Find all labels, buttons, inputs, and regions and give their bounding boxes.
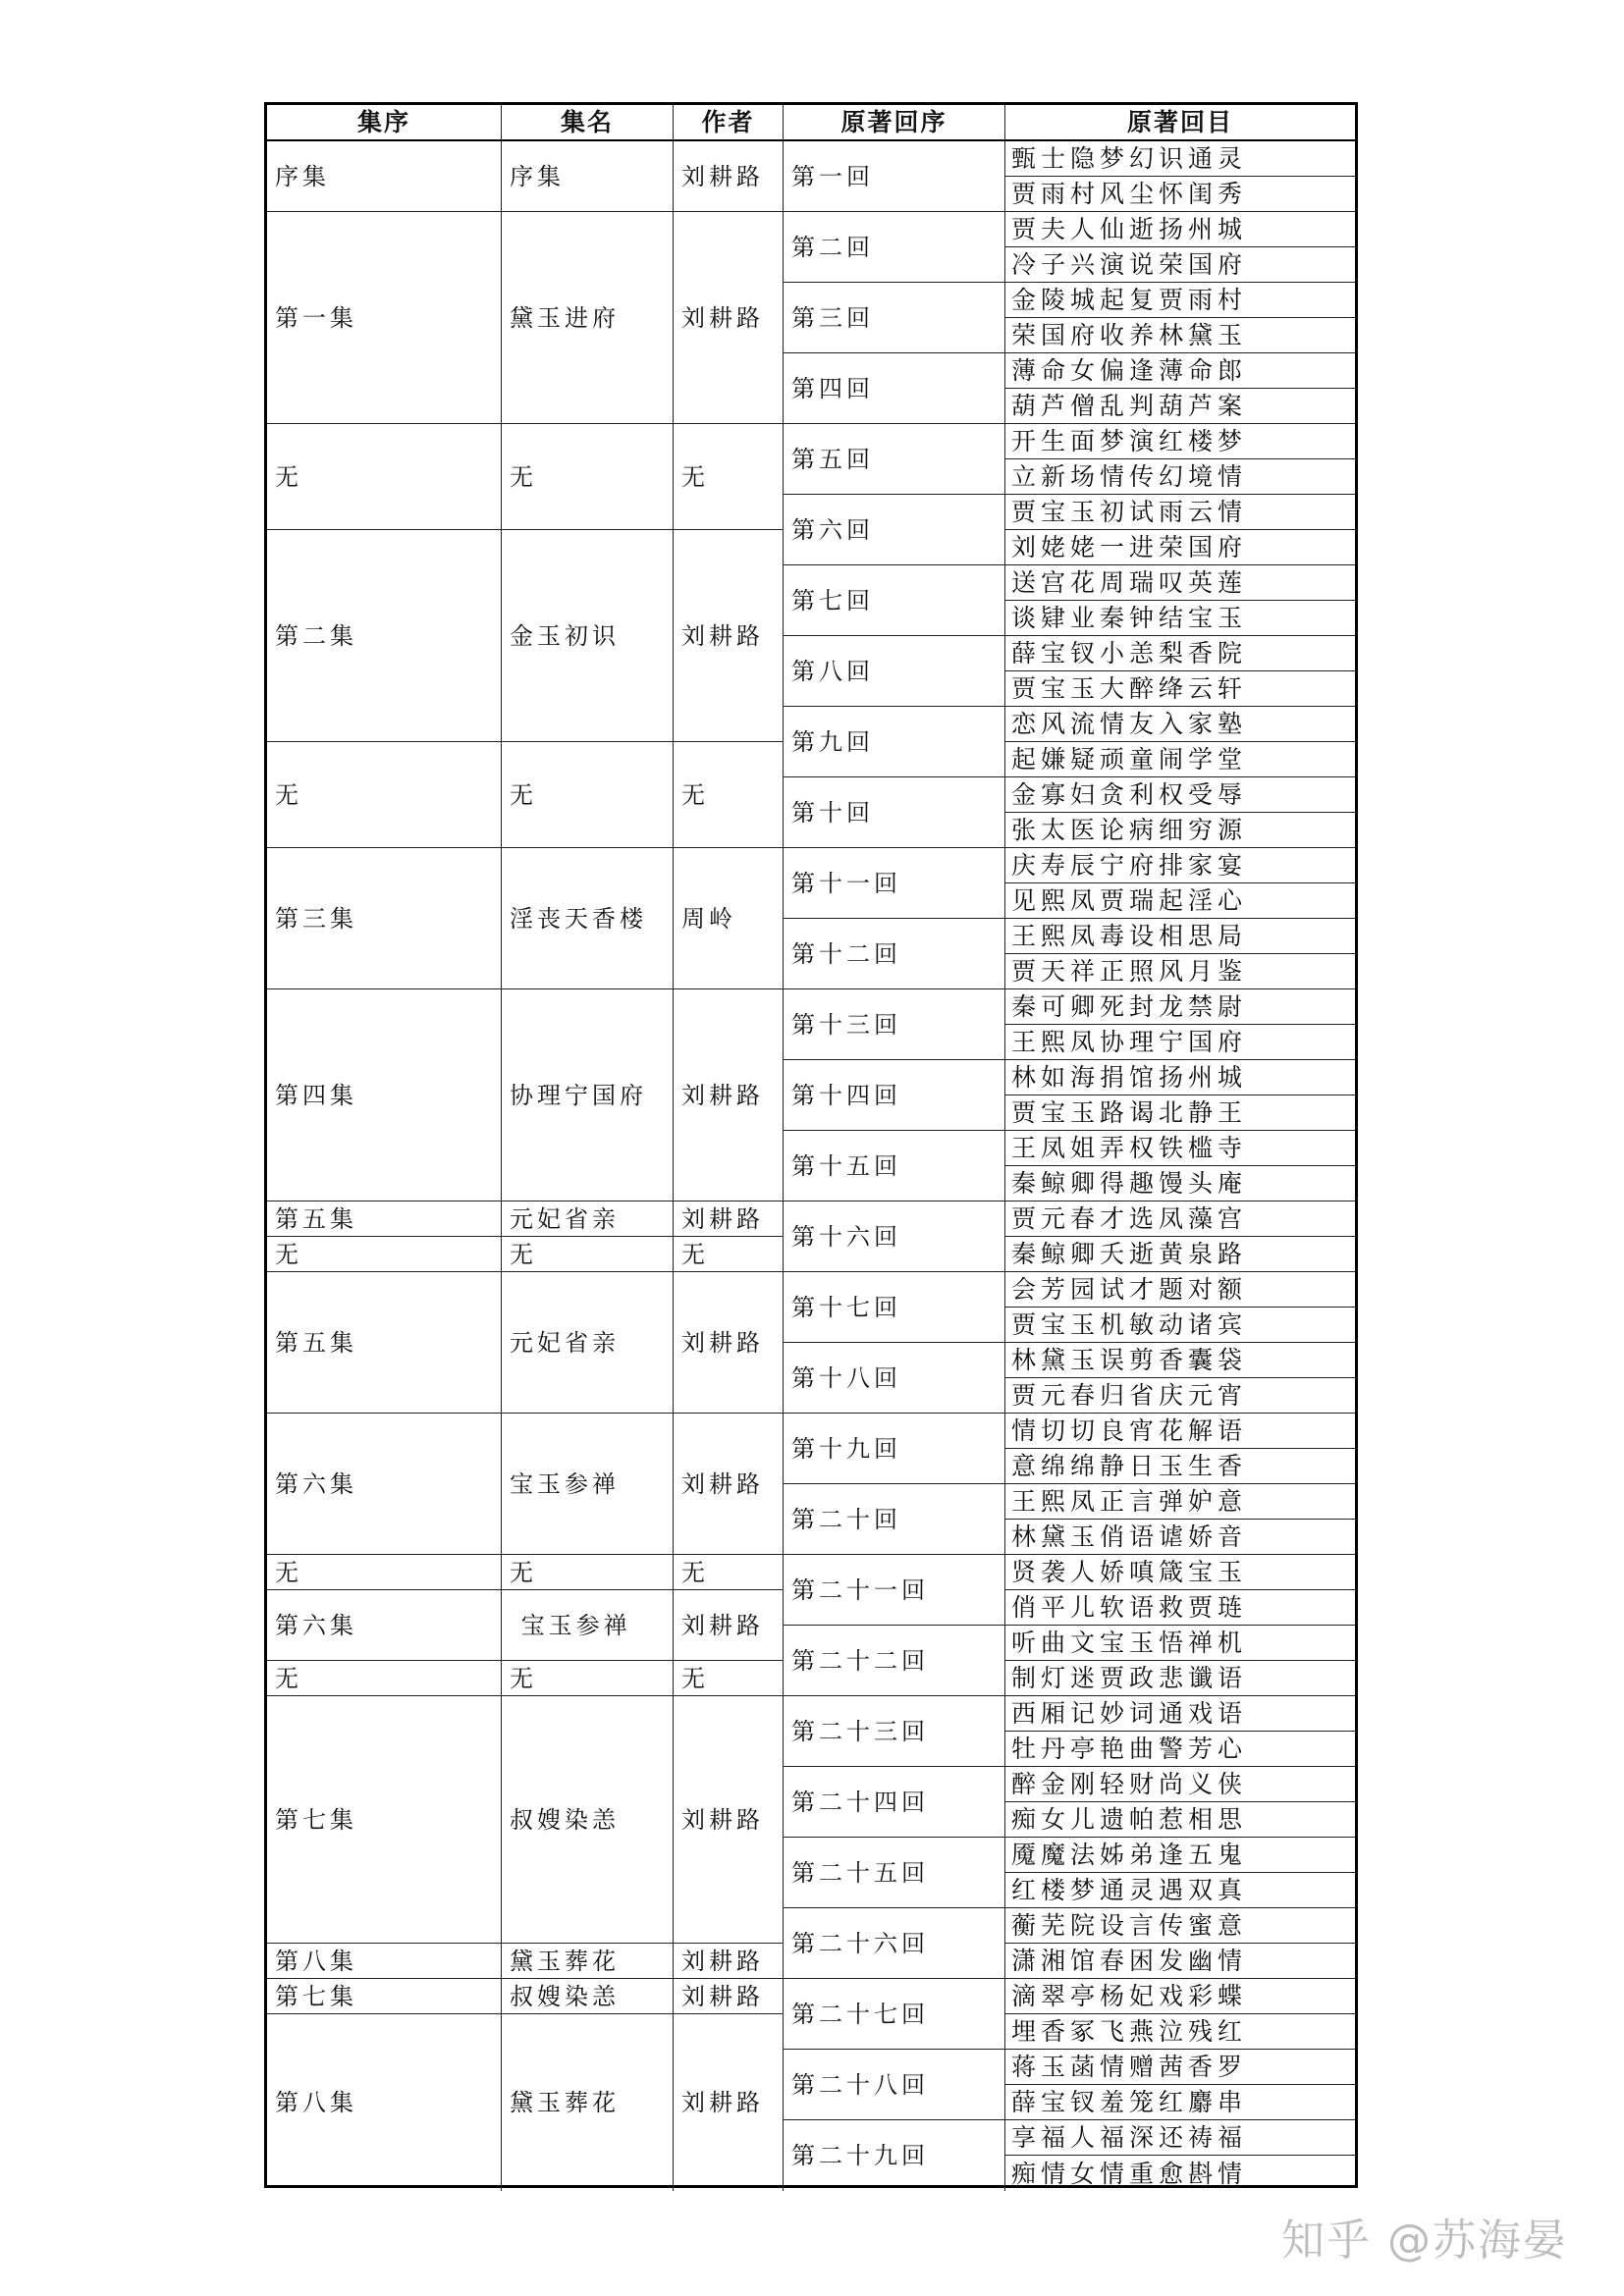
chapter-title-cell: 痴情女情重愈斟情 (1011, 2159, 1248, 2188)
episode-name-cell: 黛玉进府 (502, 212, 674, 424)
episode-seq-cell: 第一集 (267, 212, 502, 424)
chapter-title-cell: 王熙凤正言弹妒意 (1005, 1484, 1355, 1520)
episode-seq-cell: 第五集 (267, 1272, 502, 1414)
chapter-seq-cell: 第十九回 (784, 1414, 1005, 1484)
chapter-title-cell: 醉金刚轻财尚义侠 (1005, 1767, 1355, 1802)
chapter-seq-cell: 第七回 (784, 565, 1005, 636)
chapter-title-cell: 起嫌疑顽童闹学堂 (1005, 742, 1355, 777)
episode-author-cell: 无 (674, 1237, 784, 1272)
chapter-seq-cell: 第十二回 (784, 919, 1005, 989)
episode-author-cell: 刘耕路 (674, 989, 784, 1201)
chapter-title-cell: 贾宝玉机敏动诸宾 (1005, 1308, 1355, 1343)
chapter-title-cell: 蒋玉菡情赠茜香罗 (1005, 2050, 1355, 2085)
episode-seq-cell: 第六集 (267, 1590, 502, 1661)
header-episode-name: 集名 (502, 105, 674, 141)
chapter-seq-cell: 第五回 (784, 424, 1005, 495)
chapter-title-cell: 金陵城起复贾雨村 (1005, 283, 1355, 318)
chapter-title-cell: 谈肄业秦钟结宝玉 (1005, 601, 1355, 636)
chapter-title-cell: 贾夫人仙逝扬州城 (1005, 212, 1355, 247)
chapter-seq-cell: 第十回 (784, 777, 1005, 848)
chapter-title-cell: 贾元春归省庆元宵 (1005, 1378, 1355, 1414)
episode-name-cell: 无 (502, 1237, 674, 1272)
chapter-title-cell: 埋香冢飞燕泣残红 (1005, 2014, 1355, 2050)
chapter-seq-cell: 第二回 (784, 212, 1005, 283)
chapter-title-cell: 听曲文宝玉悟禅机 (1005, 1626, 1355, 1661)
episode-seq-cell: 序集 (267, 141, 502, 212)
chapter-seq-cell: 第二十回 (784, 1484, 1005, 1555)
chapter-seq-cell: 第十五回 (784, 1131, 1005, 1201)
chapter-seq-cell: 第十三回 (784, 989, 1005, 1060)
chapter-seq-cell: 第九回 (784, 707, 1005, 777)
chapter-seq-cell: 第十六回 (784, 1201, 1005, 1272)
episode-author-cell: 刘耕路 (674, 1979, 784, 2014)
chapter-title-cell: 荣国府收养林黛玉 (1005, 318, 1355, 353)
chapter-title-cell: 魇魔法姊弟逢五鬼 (1005, 1838, 1355, 1873)
chapter-title-cell: 西厢记妙词通戏语 (1005, 1696, 1355, 1732)
chapter-title-cell: 贤袭人娇嗔箴宝玉 (1005, 1555, 1355, 1590)
chapter-seq-cell: 第二十九回 (784, 2120, 1005, 2191)
episode-name-cell: 无 (502, 1555, 674, 1590)
episode-name-cell: 金玉初识 (502, 530, 674, 742)
chapter-title-cell: 贾宝玉大醉绛云轩 (1005, 671, 1355, 707)
episode-seq-cell: 无 (267, 424, 502, 530)
episode-name-cell: 协理宁国府 (502, 989, 674, 1201)
header-chapter-title: 原著回目 (1005, 105, 1355, 141)
chapter-seq-cell: 第三回 (784, 283, 1005, 353)
chapter-seq-cell: 第二十八回 (784, 2050, 1005, 2120)
chapter-title-cell: 甄士隐梦幻识通灵 (1005, 141, 1355, 177)
episode-chapter-table (264, 102, 1358, 2188)
chapter-title-cell: 秦鲸卿得趣馒头庵 (1005, 1166, 1355, 1201)
chapter-seq-cell: 第二十三回 (784, 1696, 1005, 1767)
episode-author-cell: 无 (674, 1661, 784, 1696)
chapter-seq-cell: 第二十二回 (784, 1626, 1005, 1696)
chapter-title-cell: 潇湘馆春困发幽情 (1005, 1944, 1355, 1979)
chapter-title-cell: 见熙凤贾瑞起淫心 (1005, 883, 1355, 919)
chapter-title-cell: 会芳园试才题对额 (1005, 1272, 1355, 1308)
chapter-seq-cell: 第十四回 (784, 1060, 1005, 1131)
episode-author-cell: 刘耕路 (674, 1201, 784, 1237)
chapter-title-cell: 蘅芜院设言传蜜意 (1005, 1908, 1355, 1944)
chapter-title-cell: 金寡妇贪利权受辱 (1005, 777, 1355, 813)
chapter-title-cell: 制灯迷贾政悲谶语 (1005, 1661, 1355, 1696)
chapter-title-cell: 葫芦僧乱判葫芦案 (1005, 389, 1355, 424)
chapter-title-cell: 薄命女偏逢薄命郎 (1005, 353, 1355, 389)
chapter-title-cell: 贾元春才选凤藻宫 (1005, 1201, 1355, 1237)
watermark: 知乎 @苏海晏 (1281, 2216, 1568, 2266)
episode-name-cell: 宝玉参禅 (502, 1590, 674, 1661)
chapter-title-cell: 王熙凤协理宁国府 (1005, 1025, 1355, 1060)
chapter-seq-cell: 第二十七回 (784, 1979, 1005, 2050)
episode-seq-cell: 第四集 (267, 989, 502, 1201)
chapter-title-cell: 秦可卿死封龙禁尉 (1005, 989, 1355, 1025)
episode-seq-cell: 第五集 (267, 1201, 502, 1237)
chapter-title-cell: 王凤姐弄权铁槛寺 (1005, 1131, 1355, 1166)
episode-author-cell: 无 (674, 424, 784, 530)
chapter-seq-cell: 第二十五回 (784, 1838, 1005, 1908)
episode-author-cell: 刘耕路 (674, 212, 784, 424)
chapter-seq-cell: 第二十四回 (784, 1767, 1005, 1838)
chapter-title-cell: 牡丹亭艳曲警芳心 (1005, 1732, 1355, 1767)
chapter-seq-cell: 第十八回 (784, 1343, 1005, 1414)
chapter-title-cell: 立新场情传幻境情 (1005, 459, 1355, 495)
episode-seq-cell: 第六集 (267, 1414, 502, 1555)
chapter-title-cell: 滴翠亭杨妃戏彩蝶 (1005, 1979, 1355, 2014)
episode-name-cell: 黛玉葬花 (502, 2014, 674, 2191)
episode-name-cell: 叔嫂染恙 (502, 1696, 674, 1944)
episode-name-cell: 无 (502, 1661, 674, 1696)
episode-author-cell: 刘耕路 (674, 530, 784, 742)
chapter-seq-cell: 第一回 (784, 141, 1005, 212)
header-author: 作者 (674, 105, 784, 141)
episode-author-cell: 刘耕路 (674, 1696, 784, 1944)
header-episode-seq: 集序 (267, 105, 502, 141)
chapter-title-cell: 冷子兴演说荣国府 (1005, 247, 1355, 283)
chapter-title-cell: 贾宝玉路谒北静王 (1005, 1095, 1355, 1131)
episode-seq-cell: 第三集 (267, 848, 502, 989)
episode-name-cell: 宝玉参禅 (502, 1414, 674, 1555)
chapter-title-cell: 薛宝钗小恙梨香院 (1005, 636, 1355, 671)
chapter-title-cell: 俏平儿软语救贾琏 (1005, 1590, 1355, 1626)
episode-seq-cell: 无 (267, 1661, 502, 1696)
episode-seq-cell: 第七集 (267, 1696, 502, 1944)
episode-author-cell: 刘耕路 (674, 1944, 784, 1979)
episode-author-cell: 刘耕路 (674, 2014, 784, 2191)
episode-name-cell: 无 (502, 742, 674, 848)
episode-seq-cell: 无 (267, 1237, 502, 1272)
episode-author-cell: 刘耕路 (674, 1414, 784, 1555)
episode-author-cell: 无 (674, 742, 784, 848)
episode-name-cell: 无 (502, 424, 674, 530)
chapter-title-cell: 意绵绵静日玉生香 (1005, 1449, 1355, 1484)
chapter-title-cell: 王熙凤毒设相思局 (1005, 919, 1355, 954)
episode-seq-cell: 第七集 (267, 1979, 502, 2014)
chapter-title-cell: 秦鲸卿夭逝黄泉路 (1005, 1237, 1355, 1272)
episode-author-cell: 刘耕路 (674, 141, 784, 212)
episode-seq-cell: 无 (267, 1555, 502, 1590)
episode-author-cell: 刘耕路 (674, 1590, 784, 1661)
chapter-title-cell: 痴女儿遗帕惹相思 (1005, 1802, 1355, 1838)
chapter-title-cell: 送宫花周瑞叹英莲 (1005, 565, 1355, 601)
episode-author-cell: 无 (674, 1555, 784, 1590)
chapter-seq-cell: 第十七回 (784, 1272, 1005, 1343)
chapter-title-cell: 薛宝钗羞笼红麝串 (1005, 2085, 1355, 2120)
chapter-title-cell: 林黛玉俏语谑娇音 (1005, 1520, 1355, 1555)
episode-seq-cell: 第二集 (267, 530, 502, 742)
episode-author-cell: 刘耕路 (674, 1272, 784, 1414)
chapter-seq-cell: 第二十一回 (784, 1555, 1005, 1626)
chapter-seq-cell: 第八回 (784, 636, 1005, 707)
chapter-seq-cell: 第六回 (784, 495, 1005, 565)
chapter-title-cell: 林黛玉误剪香囊袋 (1005, 1343, 1355, 1378)
chapter-title-cell: 贾天祥正照风月鉴 (1005, 954, 1355, 989)
episode-name-cell: 叔嫂染恙 (502, 1979, 674, 2014)
chapter-title-cell: 恋风流情友入家塾 (1005, 707, 1355, 742)
chapter-seq-cell: 第十一回 (784, 848, 1005, 919)
chapter-title-cell: 情切切良宵花解语 (1005, 1414, 1355, 1449)
chapter-title-cell: 贾宝玉初试雨云情 (1005, 495, 1355, 530)
episode-name-cell: 淫丧天香楼 (502, 848, 674, 989)
chapter-title-cell: 林如海捐馆扬州城 (1005, 1060, 1355, 1095)
episode-author-cell: 周岭 (674, 848, 784, 989)
episode-name-cell: 黛玉葬花 (502, 1944, 674, 1979)
chapter-title-cell: 享福人福深还祷福 (1005, 2120, 1355, 2156)
chapter-title-cell: 红楼梦通灵遇双真 (1005, 1873, 1355, 1908)
chapter-seq-cell: 第四回 (784, 353, 1005, 424)
chapter-title-cell: 张太医论病细穷源 (1005, 813, 1355, 848)
episode-name-cell: 元妃省亲 (502, 1272, 674, 1414)
episode-name-cell: 元妃省亲 (502, 1201, 674, 1237)
chapter-title-cell: 开生面梦演红楼梦 (1005, 424, 1355, 459)
chapter-seq-cell: 第二十六回 (784, 1908, 1005, 1979)
episode-name-cell: 序集 (502, 141, 674, 212)
episode-seq-cell: 第八集 (267, 1944, 502, 1979)
episode-seq-cell: 无 (267, 742, 502, 848)
episode-seq-cell: 第八集 (267, 2014, 502, 2191)
chapter-title-cell: 庆寿辰宁府排家宴 (1005, 848, 1355, 883)
chapter-title-cell: 贾雨村风尘怀闺秀 (1005, 177, 1355, 212)
header-chapter-seq: 原著回序 (784, 105, 1005, 141)
chapter-title-cell: 刘姥姥一进荣国府 (1005, 530, 1355, 565)
